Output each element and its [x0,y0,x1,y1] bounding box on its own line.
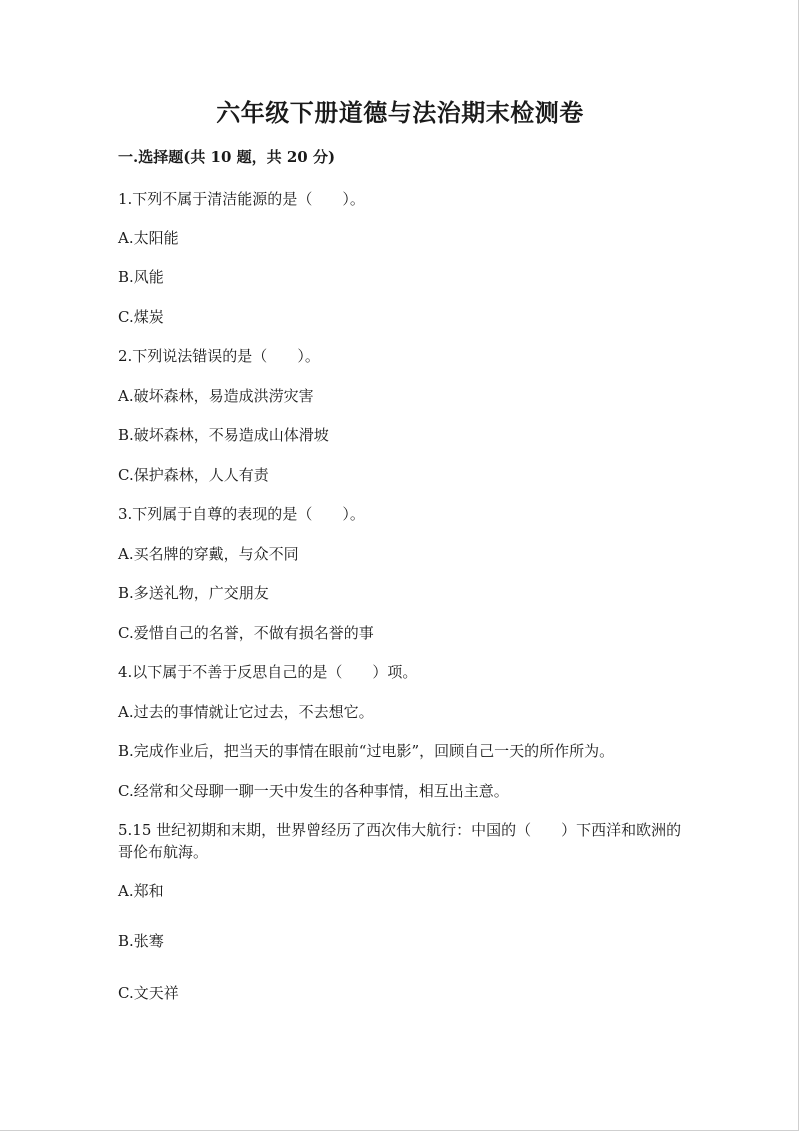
question-3-stem: 3.下列属于自尊的表现的是（ ）。 [118,505,365,523]
question-3-option-c: C.爱惜自己的名誉，不做有损名誉的事 [118,624,374,642]
question-2-stem: 2.下列说法错误的是（ ）。 [118,347,320,365]
question-2-option-b: B.破坏森林，不易造成山体滑坡 [118,426,329,444]
question-1-stem: 1.下列不属于清洁能源的是（ ）。 [118,190,365,208]
question-2-option-c: C.保护森林，人人有责 [118,466,269,484]
question-5-option-c: C.文天祥 [118,984,179,1002]
question-5-stem: 5.15 世纪初期和末期，世界曾经历了西次伟大航行：中国的（ ）下西洋和欧洲的哥伦布航海。 [118,821,682,861]
question-4-option-a: A.过去的事情就让它过去，不去想它。 [118,703,374,721]
question-4-option-b: B.完成作业后，把当天的事情在眼前“过电影”，回顾自己一天的所作所为。 [118,742,615,760]
question-4-option-c: C.经常和父母聊一聊一天中发生的各种事情，相互出主意。 [118,782,509,800]
question-5-option-b: B.张骞 [118,932,164,950]
section-heading: 一.选择题(共 10 题，共 20 分) [118,148,336,166]
document-title: 六年级下册道德与法治期末检测卷 [216,98,584,127]
question-1-option-b: B.风能 [118,268,164,286]
question-2-option-a: A.破坏森林，易造成洪涝灾害 [118,387,314,405]
question-1-option-a: A.太阳能 [118,229,179,247]
question-5-option-a: A.郑和 [118,882,164,900]
question-3-option-a: A.买名牌的穿戴，与众不同 [118,545,299,563]
question-1-option-c: C.煤炭 [118,308,164,326]
question-4-stem: 4.以下属于不善于反思自己的是（ ）项。 [118,663,418,681]
question-3-option-b: B.多送礼物，广交朋友 [118,584,269,602]
